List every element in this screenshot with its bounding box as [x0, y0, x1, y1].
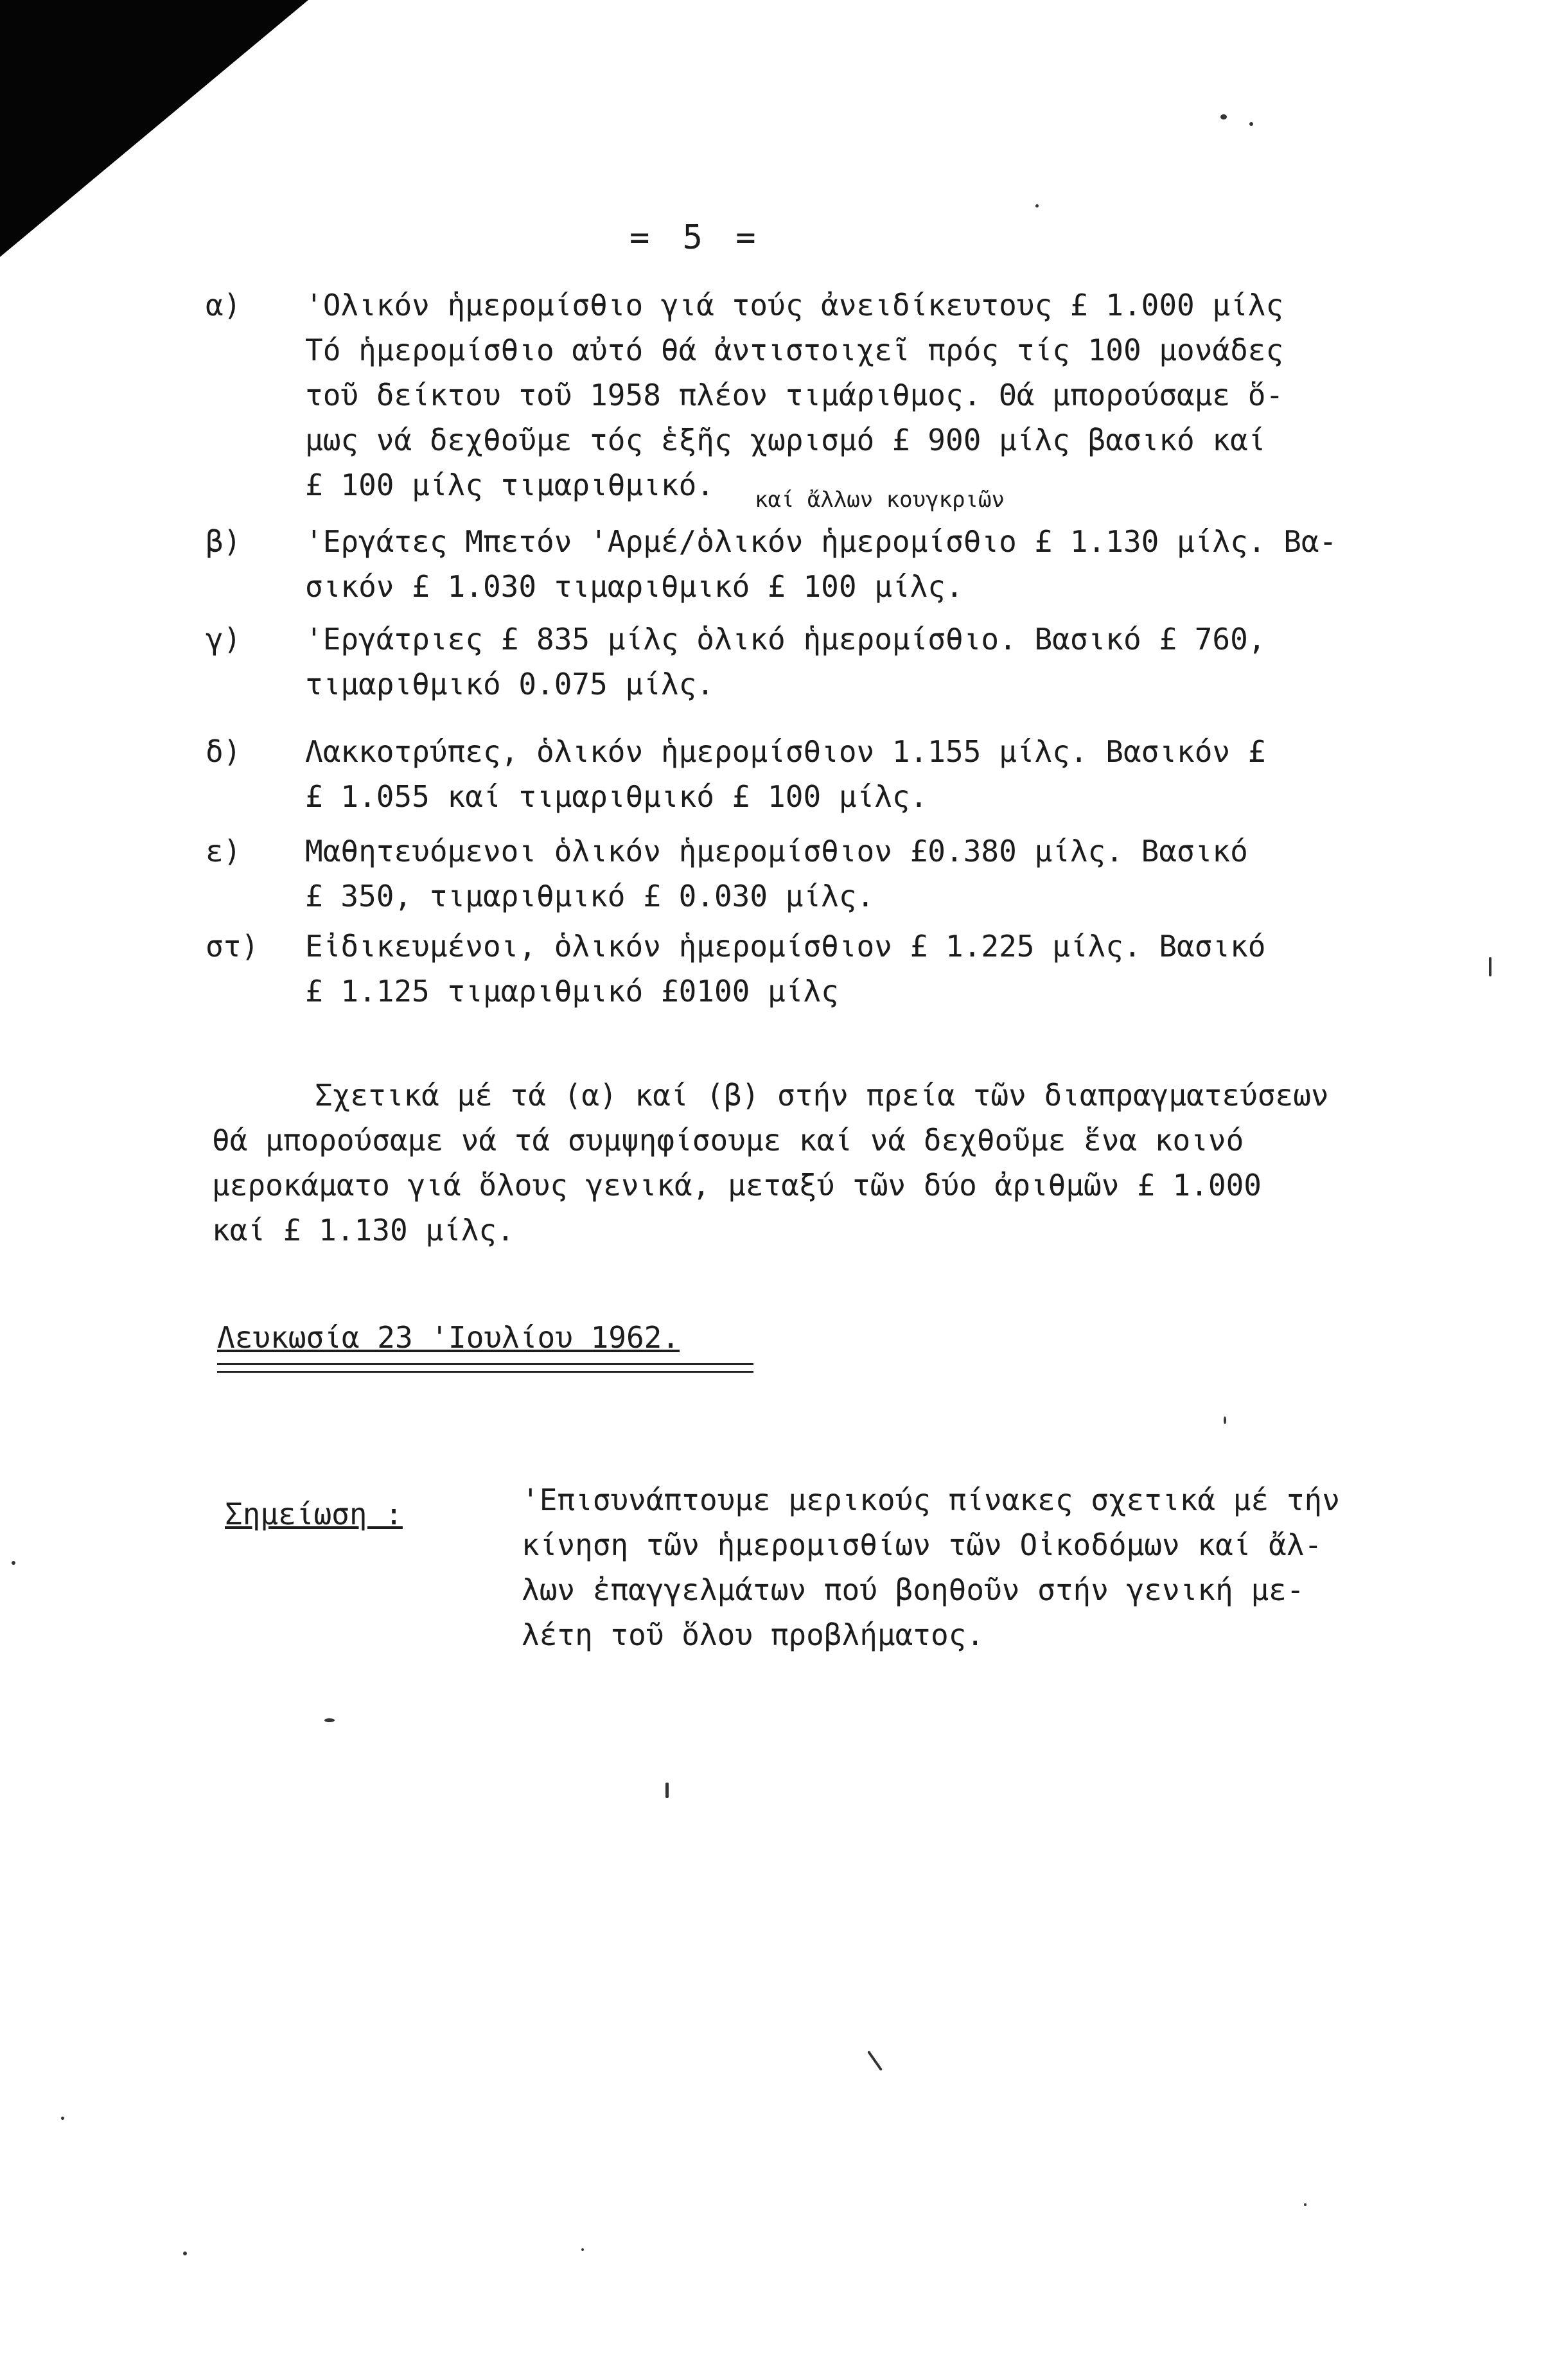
double-underline	[217, 1363, 753, 1373]
paragraph-line: μεροκάματο γιά ὅλους γενικά, μεταξύ τῶν δύο ἀριθμῶν £ 1.000	[212, 1168, 1262, 1203]
item-line: τιμαριθμικό 0.075 μίλς.	[305, 667, 714, 701]
list-item-e	[206, 829, 1465, 919]
item-marker: β)	[206, 524, 242, 559]
list-item-c	[206, 617, 1465, 707]
list-item-a	[206, 283, 1465, 507]
note-line: λέτη τοῦ ὅλου προβλήματος.	[522, 1618, 985, 1652]
note-text	[522, 1477, 1466, 1657]
note-line: κίνηση τῶν ἡμερομισθίων τῶν Οἰκοδόμων καί ἄλ-	[522, 1528, 1323, 1562]
item-marker: ε)	[206, 834, 242, 868]
item-text	[305, 924, 1465, 1014]
scan-speck	[1249, 122, 1253, 126]
scan-speck	[867, 2050, 883, 2071]
black-corner-mark	[0, 0, 308, 257]
scan-speck	[183, 2252, 187, 2255]
item-marker: γ)	[206, 622, 242, 657]
paragraph-line: θά μπορούσαμε νά τά συμψηφίσουμε καί νά δεχθοῦμε ἕνα κοινό	[212, 1123, 1244, 1158]
item-line: Μαθητευόμενοι ὁλικόν ἡμερομίσθιον £0.380 μίλς. Βασικό	[305, 834, 1248, 868]
item-line: σικόν £ 1.030 τιμαριθμικό £ 100 μίλς.	[305, 569, 963, 604]
item-text	[305, 283, 1465, 507]
scan-speck	[1489, 957, 1491, 976]
page-number: = 5 =	[629, 218, 762, 257]
item-text	[305, 519, 1465, 609]
paragraph-line: καί £ 1.130 μίλς.	[212, 1213, 515, 1247]
handwritten-insertion: καί ἄλλων κουγκριῶν	[755, 487, 1005, 513]
scan-speck	[1224, 1416, 1226, 1424]
note-line: λων ἐπαγγελμάτων πού βοηθοῦν στήν γενική με-	[522, 1573, 1305, 1607]
item-line: 'Ολικόν ἡμερομίσθιο γιά τούς ἀνειδίκευτους £ 1.000 μίλς	[305, 288, 1284, 322]
scan-speck	[324, 1718, 335, 1722]
item-line: Τό ἡμερομίσθιο αὐτό θά ἀντιστοιχεῖ πρός τίς 100 μονάδες	[305, 333, 1284, 367]
list-item-st	[206, 924, 1465, 1014]
note-line: 'Επισυνάπτουμε μερικούς πίνακες σχετικά μέ τήν	[522, 1483, 1340, 1517]
scan-speck	[61, 2117, 64, 2120]
place-and-date: Λευκωσία 23 'Ιουλίου 1962.	[217, 1320, 680, 1355]
item-line: 'Εργάτριες £ 835 μίλς ὁλικό ἡμερομίσθιο. Βασικό £ 760,	[305, 622, 1266, 657]
item-line: μως νά δεχθοῦμε τός ἑξῆς χωρισμό £ 900 μίλς βασικό καί	[305, 423, 1266, 457]
scan-speck	[1304, 2203, 1306, 2206]
list-item-b	[206, 519, 1465, 609]
item-line: £ 1.125 τιμαριθμικό £0100 μίλς	[305, 974, 839, 1009]
item-text	[305, 729, 1465, 819]
scan-speck	[1220, 114, 1227, 119]
item-marker: στ)	[206, 929, 260, 964]
scan-speck	[581, 2248, 584, 2251]
list-item-d	[206, 729, 1465, 819]
item-line: £ 1.055 καί τιμαριθμικό £ 100 μίλς.	[305, 779, 928, 814]
item-marker: δ)	[206, 734, 242, 769]
item-line: £ 350, τιμαριθμικό £ 0.030 μίλς.	[305, 879, 875, 913]
item-text	[305, 617, 1465, 707]
paragraph-line: Σχετικά μέ τά (α) καί (β) στήν πρεία τῶν διαπραγματεύσεων	[315, 1078, 1329, 1113]
item-line: Λακκοτρύπες, ὁλικόν ἡμερομίσθιον 1.155 μίλς. Βασικόν £	[305, 734, 1266, 769]
note-label: Σημείωση :	[225, 1497, 403, 1531]
scan-speck	[665, 1783, 669, 1798]
item-line: τοῦ δείκτου τοῦ 1958 πλέον τιμάριθμος. Θά μπορούσαμε ὅ-	[305, 378, 1284, 412]
item-line: 'Εργάτες Μπετόν 'Αρμέ/ὁλικόν ἡμερομίσθιο £ 1.130 μίλς. Βα-	[305, 524, 1337, 559]
item-line: Εἰδικευμένοι, ὁλικόν ἡμερομίσθιον £ 1.225 μίλς. Βασικό	[305, 929, 1266, 964]
item-text	[305, 829, 1465, 919]
closing-paragraph	[212, 1073, 1484, 1253]
item-line: £ 100 μίλς τιμαριθμικό.	[305, 468, 714, 502]
scan-speck	[1035, 204, 1039, 207]
scan-speck	[12, 1561, 15, 1565]
item-marker: α)	[206, 288, 242, 322]
